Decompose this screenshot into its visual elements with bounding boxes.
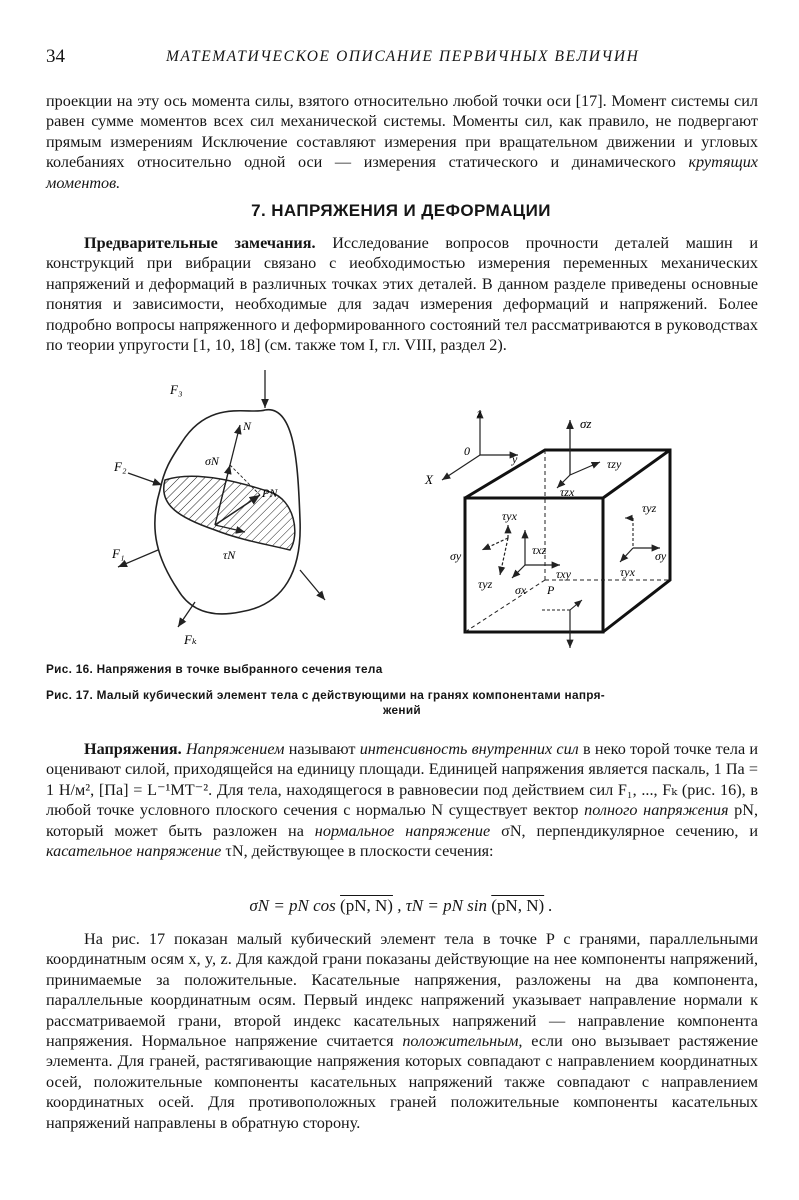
stresses-seg3: интенсивность внутренних сил [359, 740, 579, 758]
sigma-y-front-arrow [482, 538, 508, 550]
label-y: y [512, 452, 518, 466]
stresses-seg9: касательное напряжение [46, 842, 222, 861]
fig17-seg1: На рис. 17 показан малый кубический элемент тела в точке P с гранями, параллельными координатным осям x, y, z. Для каждой грани показаны действующие на нее компоненты напряжений, принимаемые за положительные. Касательные напряжения, разложены на два компонента, параллельные координатным осям. Первый индекс напряжений указывает направление нормали к рассматриваемой грани, второй индекс касательных напряжений — направление компонента напряжения. Нормальное напряжение считается [46, 930, 758, 1051]
stresses-seg4: в неко торой точке тела и оценивают силой, приходящейся на единицу площади. Единицей напряжения является паскаль, 1 Па = 1 Н/м², [Па] = L⁻¹MT⁻². Для тела, находящегося в равновесии под действием сил F₁, ..., Fₖ (рис. 16), в любой точке условного плоского сечения с нормалью N существует вектор [46, 740, 759, 820]
label-tau-xz: τxz [532, 543, 547, 557]
label-tau-xy: τxy [556, 567, 571, 581]
label-pn: PN [262, 486, 278, 500]
fig17-seg2: положительным, [402, 1032, 523, 1051]
label-x: X [425, 472, 433, 487]
stresses-seg7: нормальное напряжение [314, 821, 491, 840]
preliminary-lead: Предварительные замечания. [84, 234, 316, 252]
running-title: МАТЕМАТИЧЕСКОЕ ОПИСАНИЕ ПЕРВИЧНЫХ ВЕЛИЧИН [166, 48, 640, 65]
label-sigma-z: σz [580, 416, 592, 431]
label-fk: Fₖ [184, 632, 197, 647]
preliminary-text: Исследование вопросов прочности деталей машин и конструкций при вибрации связано с иеобходимостью измерения переменных механических напряжений и деформаций в различных точках этих деталей. В данном разделе приведены основные понятия и зависимости, необходимые для задач измерения деформаций и напряжений. Более подробно вопросы напряженного и деформированного состояний тел рассматриваются в руководствах по теории упругости [1, 10, 18] (см. также том I, гл. VIII, раздел 2). [46, 234, 759, 355]
label-sigma-n: σN [205, 454, 219, 468]
tau-zy-arrow [570, 462, 600, 475]
stresses-seg6: pN, который может быть разложен на [46, 801, 759, 840]
page-number: 34 [46, 46, 65, 67]
label-z: z [477, 406, 482, 420]
stresses-seg2: называют [288, 740, 356, 758]
caption-fig17-line2: жений [383, 703, 421, 717]
force-arrow-right [300, 570, 325, 600]
label-p: P [547, 583, 555, 597]
label-origin: 0 [464, 444, 470, 458]
intro-italic: крутящих моментов. [46, 153, 758, 192]
figure-17 [420, 400, 675, 650]
force-f2-arrow [128, 473, 162, 485]
axis-x [442, 455, 480, 480]
label-sigma-y-front: σy [450, 549, 462, 563]
figure-16 [100, 370, 330, 660]
label-f2: F₂ [114, 459, 127, 474]
force-fk-arrow [178, 602, 195, 627]
label-tau-yx-front: τyx [502, 509, 517, 523]
label-f1: F₁ [112, 546, 125, 561]
intro-paragraph [46, 91, 758, 193]
caption-fig17-line1: Рис. 17. Малый кубический элемент тела с действующими на гранях компонентами напря- [46, 688, 606, 702]
stresses-seg8: σN, перпендикулярное сечению, и [501, 821, 758, 840]
stresses-lead: Напряжения. [84, 740, 182, 758]
label-tau-yx-side: τyx [620, 565, 635, 579]
formula-angle1: (pN, N) [340, 896, 393, 915]
label-sigma-x: σx [515, 583, 527, 597]
stresses-paragraph [46, 739, 758, 861]
page-header [46, 46, 756, 70]
fig17-seg3: если оно вызывает растяжение элемента. Для граней, растягивающие напряжения которых совпадают с направлением координатных осей, положительные компоненты касательных напряжений также совпадают с направлением координатных осей. Для противоположных граней положительные компоненты касательных напряжений направлены в обратную сторону. [46, 1032, 759, 1132]
tau-yx-side-arrow [620, 548, 633, 562]
preliminary-paragraph [46, 233, 758, 355]
section-title: 7. НАПРЯЖЕНИЯ И ДЕФОРМАЦИИ [251, 201, 551, 220]
formula-angle2: (pN, N) [491, 896, 545, 915]
label-tau-zy: τzy [607, 457, 622, 471]
bottom-tau-arrow [570, 600, 582, 610]
caption-fig16: Рис. 16. Напряжения в точке выбранного сечения тела [46, 662, 383, 676]
intro-text: проекции на эту ось момента силы, взятого относительно любой точки оси [17]. Момент системы сил равен сумме моментов всех сил механической системы. Моменты сил, как правило, не подвергают прямым измерениям Исключение составляют измерения при вращательном движении и угловых колебаниях относительно одной оси — измерения статического и динамического [46, 92, 758, 172]
formula-part1: σN = pN cos [249, 896, 336, 915]
label-tau-n: τN [223, 548, 236, 562]
label-tau-zx: τzx [560, 485, 575, 499]
formula-part2: , τN = pN sin [397, 896, 488, 915]
label-f3: F₃ [170, 382, 183, 397]
formula-end: . [548, 896, 553, 915]
fig17-paragraph [46, 929, 758, 1133]
stress-formula [46, 896, 756, 916]
label-tau-yz-side: τyz [642, 501, 657, 515]
tau-yz-front-arrow [500, 538, 508, 575]
cube-hidden-depth [465, 580, 545, 632]
stresses-seg10: τN, действующее в плоскости сечения: [225, 842, 494, 861]
sigma-x-arrow [512, 565, 525, 578]
stresses-seg5: полного напряжения [584, 801, 729, 820]
label-sigma-y-side: σy [655, 549, 667, 563]
stresses-seg1: Напряжением [185, 740, 285, 758]
label-n: N [243, 419, 252, 433]
label-tau-yz-front: τyz [478, 577, 493, 591]
